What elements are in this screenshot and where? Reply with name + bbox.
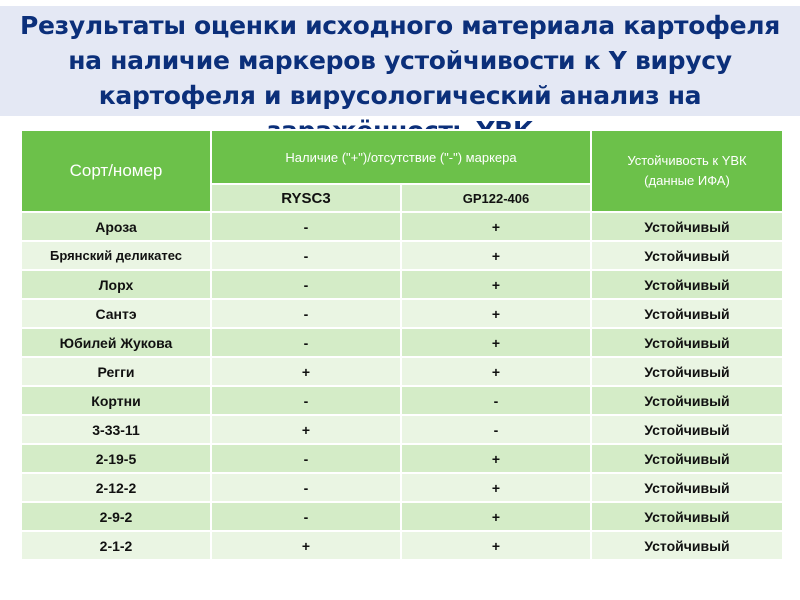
- table-row: [21, 444, 783, 473]
- cell-marker-gp122: +: [401, 241, 591, 270]
- cell-marker-gp122: +: [401, 502, 591, 531]
- cell-marker-rysc3: -: [211, 241, 401, 270]
- cell-marker-rysc3: -: [211, 502, 401, 531]
- cell-resistance: Устойчивый: [591, 241, 783, 270]
- cell-marker-rysc3: +: [211, 415, 401, 444]
- cell-resistance: Устойчивый: [591, 328, 783, 357]
- cell-marker-rysc3: -: [211, 270, 401, 299]
- cell-marker-gp122: +: [401, 299, 591, 328]
- cell-marker-gp122: +: [401, 531, 591, 560]
- cell-resistance: Устойчивый: [591, 212, 783, 241]
- table-row: [21, 241, 783, 270]
- cell-variety: 2-19-5: [21, 444, 211, 473]
- cell-variety: Кортни: [21, 386, 211, 415]
- header-marker-rysc3: RYSC3: [211, 184, 401, 212]
- cell-marker-rysc3: +: [211, 357, 401, 386]
- slide-title: Результаты оценки исходного материала картофеля на наличие маркеров устойчивости к Y вирусу картофеля и вирусологический анализ на: [19, 11, 781, 110]
- table-row: [21, 473, 783, 502]
- table-row: [21, 415, 783, 444]
- header-variety: Сорт/номер: [21, 130, 211, 212]
- cell-marker-gp122: -: [401, 386, 591, 415]
- cell-marker-rysc3: -: [211, 386, 401, 415]
- cell-resistance: Устойчивый: [591, 357, 783, 386]
- table-row: [21, 212, 783, 241]
- cell-variety: 2-9-2: [21, 502, 211, 531]
- cell-variety: Лорх: [21, 270, 211, 299]
- cell-marker-gp122: +: [401, 444, 591, 473]
- cell-variety: Ароза: [21, 212, 211, 241]
- table-row: [21, 270, 783, 299]
- cell-resistance: Устойчивый: [591, 299, 783, 328]
- cell-marker-rysc3: -: [211, 328, 401, 357]
- table-row: [21, 299, 783, 328]
- cell-resistance: Устойчивый: [591, 415, 783, 444]
- cell-variety: Регги: [21, 357, 211, 386]
- cell-marker-gp122: +: [401, 270, 591, 299]
- cell-variety: 2-12-2: [21, 473, 211, 502]
- cell-marker-gp122: +: [401, 328, 591, 357]
- cell-variety: 3-33-11: [21, 415, 211, 444]
- cell-variety: Юбилей Жукова: [21, 328, 211, 357]
- cell-marker-rysc3: -: [211, 473, 401, 502]
- table-row: [21, 357, 783, 386]
- cell-resistance: Устойчивый: [591, 270, 783, 299]
- cell-resistance: Устойчивый: [591, 386, 783, 415]
- cell-variety: Сантэ: [21, 299, 211, 328]
- table-body: [21, 212, 783, 560]
- cell-marker-rysc3: -: [211, 212, 401, 241]
- header-resistance: [591, 130, 783, 212]
- cell-marker-gp122: -: [401, 415, 591, 444]
- cell-variety: Брянский деликатес: [21, 241, 211, 270]
- cell-resistance: Устойчивый: [591, 531, 783, 560]
- header-resistance-line2: (данные ИФА): [644, 173, 730, 188]
- cell-variety: 2-1-2: [21, 531, 211, 560]
- cell-resistance: Устойчивый: [591, 444, 783, 473]
- cell-marker-gp122: +: [401, 473, 591, 502]
- header-marker-group: Наличие ("+")/отсутствие ("-") маркера: [211, 130, 591, 184]
- cell-marker-rysc3: -: [211, 299, 401, 328]
- table-header-row: [21, 130, 783, 184]
- table-row: [21, 531, 783, 560]
- table-row: [21, 386, 783, 415]
- header-resistance-line1: Устойчивость к YВК: [627, 153, 747, 168]
- table-row: [21, 502, 783, 531]
- header-marker-gp122: GP122-406: [401, 184, 591, 212]
- cell-marker-gp122: +: [401, 212, 591, 241]
- cell-marker-rysc3: +: [211, 531, 401, 560]
- cell-resistance: Устойчивый: [591, 473, 783, 502]
- results-table: [20, 129, 784, 561]
- cell-marker-gp122: +: [401, 357, 591, 386]
- cell-resistance: Устойчивый: [591, 502, 783, 531]
- cell-marker-rysc3: -: [211, 444, 401, 473]
- table-row: [21, 328, 783, 357]
